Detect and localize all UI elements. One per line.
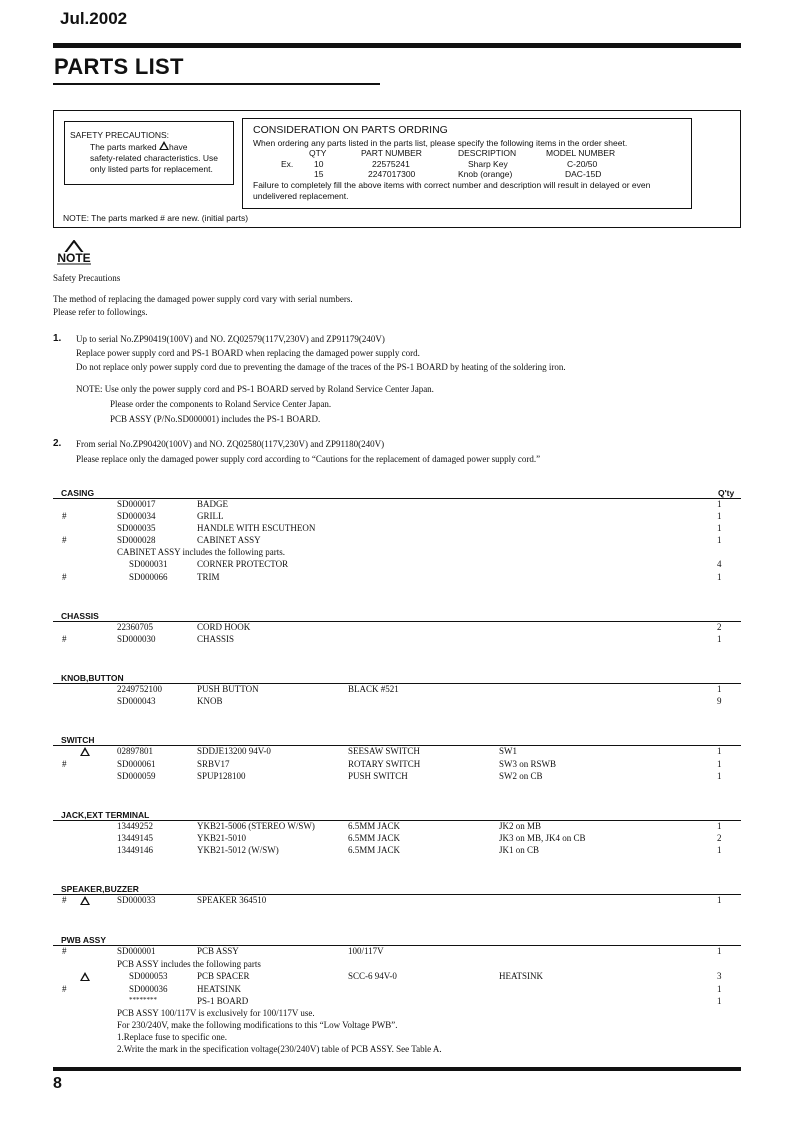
note-intro-1: The method of replacing the damaged power supply cord vary with serial numbers. (53, 294, 353, 304)
pwb-sub-note: PCB ASSY includes the following parts (117, 959, 261, 969)
section-knob-title: KNOB,BUTTON (61, 673, 124, 683)
page-title: PARTS LIST (54, 54, 184, 79)
section-chassis-title: CHASSIS (61, 611, 99, 621)
pwb-note-2: For 230/240V, make the following modifications to this “Low Voltage PWB”. (117, 1020, 398, 1030)
note-intro-2: Please refer to followings. (53, 307, 148, 317)
warning-triangle-icon (80, 747, 90, 756)
table-row: # SD000066 TRIM 1 (62, 572, 722, 582)
bottom-rule (53, 1067, 741, 1071)
note-caption: Safety Precautions (53, 273, 121, 283)
item-1-line-3: Do not replace only power supply cord due to preventing the damage of the traces of the PS-1 BOARD by heating of the soldering iron. (76, 362, 566, 372)
pwb-note-3: 1.Replace fuse to specific one. (117, 1032, 227, 1042)
table-row: SD000059 SPUP128100 PUSH SWITCH SW2 on CB 1 (117, 771, 722, 781)
table-row: ******** PS-1 BOARD 1 (129, 996, 722, 1006)
safety-title: SAFETY PRECAUTIONS: (70, 130, 170, 140)
consideration-footer-1: Failure to completely fill the above items with correct number and description will result in delayed or even (253, 180, 651, 190)
title-rule (53, 83, 380, 85)
table-row: # SD000034 GRILL 1 (62, 511, 722, 521)
item-2-number: 2. (53, 438, 62, 449)
consideration-title: CONSIDERATION ON PARTS ORDRING (253, 124, 448, 136)
section-jack-title: JACK,EXT TERMINAL (61, 810, 150, 820)
safety-line-3: only listed parts for replacement. (90, 164, 213, 174)
table-row: 13449145 YKB21-5010 6.5MM JACK JK3 on MB, JK4 on CB 2 (117, 833, 722, 843)
top-rule (53, 43, 741, 48)
note-new-parts: NOTE: The parts marked # are new. (initial parts) (63, 213, 249, 223)
item-1-note-3: PCB ASSY (P/No.SD000001) includes the PS-1 BOARD. (110, 414, 321, 424)
warning-triangle-icon (159, 141, 169, 150)
consideration-box (242, 118, 692, 209)
pwb-note-4: 2.Write the mark in the specification voltage(230/240V) table of PCB ASSY. See Table A. (117, 1044, 442, 1054)
page-number: 8 (53, 1075, 62, 1092)
item-1-number: 1. (53, 333, 62, 344)
table-row: 22360705 CORD HOOK 2 (117, 622, 722, 632)
item-1-note-2: Please order the components to Roland Service Center Japan. (110, 399, 332, 409)
table-row: # SD000036 HEATSINK 1 (62, 984, 722, 994)
table-row: # SD000061 SRBV17 ROTARY SWITCH SW3 on RSWB 1 (62, 759, 722, 769)
item-2-line-2: Please replace only the damaged power supply cord according to “Cautions for the replacement of damaged power supply cord.” (76, 454, 541, 464)
item-1-line-1: Up to serial No.ZP90419(100V) and NO. ZQ02579(117V,230V) and ZP91179(240V) (76, 334, 385, 344)
header-date: Jul.2002 (60, 9, 128, 28)
section-speaker-title: SPEAKER,BUZZER (61, 884, 139, 894)
section-pwb-title: PWB ASSY (61, 935, 107, 945)
safety-precautions-box (64, 121, 234, 185)
casing-sub-note: CABINET ASSY includes the following parts. (117, 547, 285, 557)
section-casing-title: CASING (61, 488, 95, 498)
svg-text:NOTE: NOTE (57, 251, 91, 265)
qty-header: Q'ty (718, 488, 735, 498)
safety-line-2: safety-related characteristics. Use (90, 153, 219, 163)
safety-line-1: The parts marked have (90, 142, 188, 152)
table-row: SD000043 KNOB 9 (117, 696, 722, 706)
consideration-footer-2: undelivered replacement. (253, 190, 349, 201)
table-row: SD000053 PCB SPACER SCC-6 94V-0 HEATSINK 3 (0, 971, 794, 983)
warning-triangle-icon (80, 972, 90, 981)
warning-triangle-icon (80, 896, 90, 905)
item-1-line-2: Replace power supply cord and PS-1 BOARD when replacing the damaged power supply cord. (76, 348, 420, 358)
table-row: SD000031 CORNER PROTECTOR 4 (129, 559, 722, 569)
table-row: 2249752100 PUSH BUTTON BLACK #521 1 (117, 684, 722, 694)
consideration-table: QTY PART NUMBER DESCRIPTION MODEL NUMBER Ex. 10 22575241 Sharp Key C-20/50 15 2247017300 Knob (orange) DAC-15D (281, 148, 616, 179)
section-switch-title: SWITCH (61, 735, 95, 745)
table-row: # SD000030 CHASSIS 1 (62, 634, 722, 644)
consideration-intro: When ordering any parts listed in the parts list, please specify the following items in the order sheet. (253, 137, 628, 148)
table-row: SD000035 HANDLE WITH ESCUTHEON 1 (117, 523, 722, 533)
table-row: # SD000028 CABINET ASSY 1 (62, 535, 722, 545)
table-row: SD000017 BADGE 1 (117, 499, 722, 509)
table-row: 13449146 YKB21-5012 (W/SW) 6.5MM JACK JK1 on CB 1 (117, 845, 722, 855)
item-2-line-1: From serial No.ZP90420(100V) and NO. ZQ02580(117V,230V) and ZP91180(240V) (76, 439, 385, 449)
note-icon (53, 240, 95, 266)
item-1-note-1: NOTE: Use only the power supply cord and PS-1 BOARD served by Roland Service Center Japan. (76, 384, 434, 394)
table-row: 02897801 SDDJE13200 94V-0 SEESAW SWITCH SW1 1 (0, 746, 794, 758)
pwb-note-1: PCB ASSY 100/117V is exclusively for 100/117V use. (117, 1008, 315, 1018)
table-row: # SD000033 SPEAKER 364510 1 (62, 895, 722, 905)
table-row: # SD000001 PCB ASSY 100/117V 1 (62, 946, 722, 956)
table-row: 13449252 YKB21-5006 (STEREO W/SW) 6.5MM JACK JK2 on MB 1 (117, 821, 722, 831)
